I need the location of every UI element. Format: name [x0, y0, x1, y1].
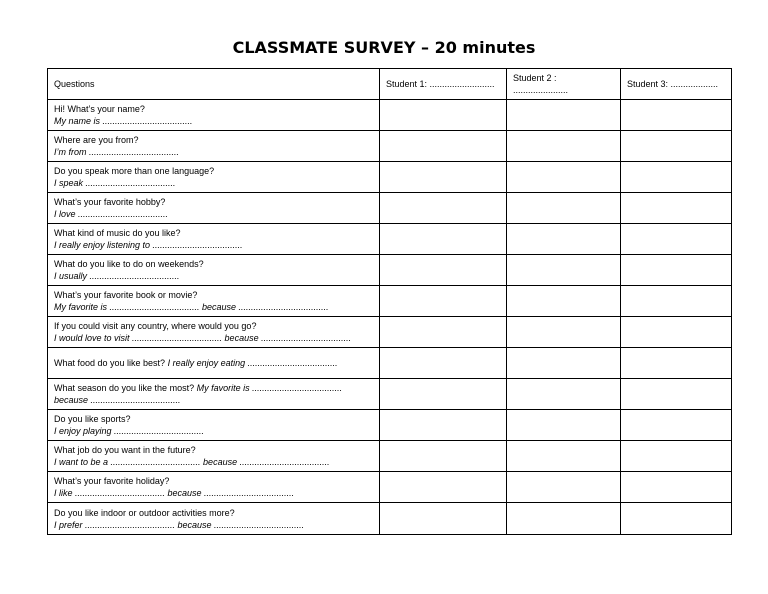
answer-prompt: I speak .................................... — [54, 178, 176, 188]
answer-cell-student-3 — [621, 317, 732, 348]
answer-cell-student-3 — [621, 286, 732, 317]
answer-cell-student-1 — [380, 193, 507, 224]
header-student-3: Student 3: ................... — [621, 69, 732, 100]
question-text — [54, 357, 373, 369]
question-cell — [48, 131, 380, 162]
table-row — [48, 410, 732, 441]
question-label: Where are you from? — [54, 135, 139, 145]
answer-prompt: I want to be a .................................... because .................................... — [54, 457, 330, 467]
answer-prompt: I usually .................................... — [54, 271, 180, 281]
answer-cell-student-2 — [507, 224, 621, 255]
answer-cell-student-1 — [380, 131, 507, 162]
survey-table — [47, 68, 732, 535]
question-text — [54, 444, 373, 456]
answer-cell-student-2 — [507, 410, 621, 441]
question-text — [54, 134, 373, 146]
answer-cell-student-1 — [380, 162, 507, 193]
answer-cell-student-3 — [621, 348, 732, 379]
question-text — [54, 507, 373, 519]
table-row — [48, 286, 732, 317]
answer-cell-student-2 — [507, 379, 621, 410]
question-cell — [48, 162, 380, 193]
answer-prompt: I prefer .................................... because .................................... — [54, 519, 305, 530]
answer-cell-student-3 — [621, 503, 732, 535]
answer-cell-student-3 — [621, 410, 732, 441]
question-cell — [48, 348, 380, 379]
question-cell — [48, 193, 380, 224]
answer-cell-student-2 — [507, 100, 621, 131]
answer-cell-student-3 — [621, 379, 732, 410]
table-row — [48, 162, 732, 193]
question-text — [54, 103, 373, 115]
answer-cell-student-3 — [621, 224, 732, 255]
answer-cell-student-2 — [507, 503, 621, 535]
answer-prompt-inline: My favorite is .................................... — [196, 383, 343, 393]
question-label: What’s your favorite hobby? — [54, 197, 166, 207]
page-title: CLASSMATE SURVEY – 20 minutes — [232, 38, 536, 57]
header-questions: Questions — [48, 69, 380, 100]
answer-prompt: I love .................................... — [54, 209, 169, 219]
question-cell — [48, 286, 380, 317]
question-cell — [48, 317, 380, 348]
answer-cell-student-1 — [380, 255, 507, 286]
answer-cell-student-2 — [507, 162, 621, 193]
answer-cell-student-3 — [621, 100, 732, 131]
answer-prompt: I enjoy playing .................................... — [54, 426, 205, 436]
answer-cell-student-3 — [621, 441, 732, 472]
answer-prompt: because .................................... — [54, 395, 181, 405]
question-text — [54, 227, 373, 239]
answer-cell-student-2 — [507, 348, 621, 379]
question-text — [54, 475, 373, 487]
answer-prompt: My favorite is .................................... because .................................... — [54, 302, 329, 312]
question-cell — [48, 503, 380, 535]
answer-cell-student-1 — [380, 472, 507, 503]
answer-cell-student-1 — [380, 410, 507, 441]
answer-cell-student-1 — [380, 286, 507, 317]
answer-cell-student-2 — [507, 317, 621, 348]
header-student-1: Student 1: .......................... — [380, 69, 507, 100]
question-text — [54, 320, 373, 332]
question-label: Do you speak more than one language? — [54, 166, 215, 176]
question-label: What’s your favorite holiday? — [54, 476, 170, 486]
question-label: If you could visit any country, where would you go? — [54, 321, 257, 331]
header-student-2: Student 2 : ...................... — [507, 69, 621, 100]
question-label: What food do you like best? — [54, 358, 166, 368]
answer-cell-student-1 — [380, 441, 507, 472]
answer-prompt: I really enjoy listening to .................................... — [54, 240, 243, 250]
question-cell — [48, 379, 380, 410]
answer-prompt: My name is .................................... — [54, 116, 193, 126]
question-text — [54, 289, 373, 301]
answer-cell-student-2 — [507, 472, 621, 503]
answer-prompt: I like .................................... because .................................... — [54, 488, 295, 498]
table-row — [48, 472, 732, 503]
table-row — [48, 131, 732, 162]
table-row — [48, 193, 732, 224]
question-text — [54, 382, 373, 394]
table-row — [48, 100, 732, 131]
table-row — [48, 224, 732, 255]
header-row — [48, 69, 732, 100]
question-label: What’s your favorite book or movie? — [54, 290, 198, 300]
question-label: Do you like sports? — [54, 414, 131, 424]
question-label: What season do you like the most? — [54, 383, 195, 393]
table-row — [48, 255, 732, 286]
question-cell — [48, 255, 380, 286]
answer-cell-student-3 — [621, 162, 732, 193]
answer-cell-student-2 — [507, 131, 621, 162]
answer-cell-student-1 — [380, 100, 507, 131]
answer-cell-student-2 — [507, 193, 621, 224]
answer-cell-student-2 — [507, 286, 621, 317]
question-text — [54, 258, 373, 270]
question-text — [54, 413, 373, 425]
question-cell — [48, 100, 380, 131]
table-row — [48, 317, 732, 348]
table-row — [48, 379, 732, 410]
answer-cell-student-2 — [507, 255, 621, 286]
answer-cell-student-1 — [380, 379, 507, 410]
answer-cell-student-3 — [621, 255, 732, 286]
answer-cell-student-2 — [507, 441, 621, 472]
question-label: What job do you want in the future? — [54, 445, 196, 455]
table-row — [48, 348, 732, 379]
answer-cell-student-3 — [621, 131, 732, 162]
question-label: Hi! What’s your name? — [54, 104, 145, 114]
question-label: What kind of music do you like? — [54, 228, 181, 238]
question-cell — [48, 441, 380, 472]
question-cell — [48, 224, 380, 255]
table-row — [48, 503, 732, 535]
answer-prompt: I’m from .................................... — [54, 147, 180, 157]
answer-cell-student-3 — [621, 193, 732, 224]
answer-cell-student-1 — [380, 503, 507, 535]
question-text — [54, 165, 373, 177]
question-label: Do you like indoor or outdoor activities more? — [54, 507, 235, 518]
answer-prompt: I would love to visit .................................... because .................................... — [54, 333, 352, 343]
question-cell — [48, 472, 380, 503]
answer-prompt-inline: I really enjoy eating .................................... — [167, 358, 338, 368]
answer-cell-student-3 — [621, 472, 732, 503]
table-row — [48, 441, 732, 472]
answer-cell-student-1 — [380, 348, 507, 379]
question-cell — [48, 410, 380, 441]
question-text — [54, 196, 373, 208]
question-label: What do you like to do on weekends? — [54, 259, 204, 269]
answer-cell-student-1 — [380, 317, 507, 348]
answer-cell-student-1 — [380, 224, 507, 255]
